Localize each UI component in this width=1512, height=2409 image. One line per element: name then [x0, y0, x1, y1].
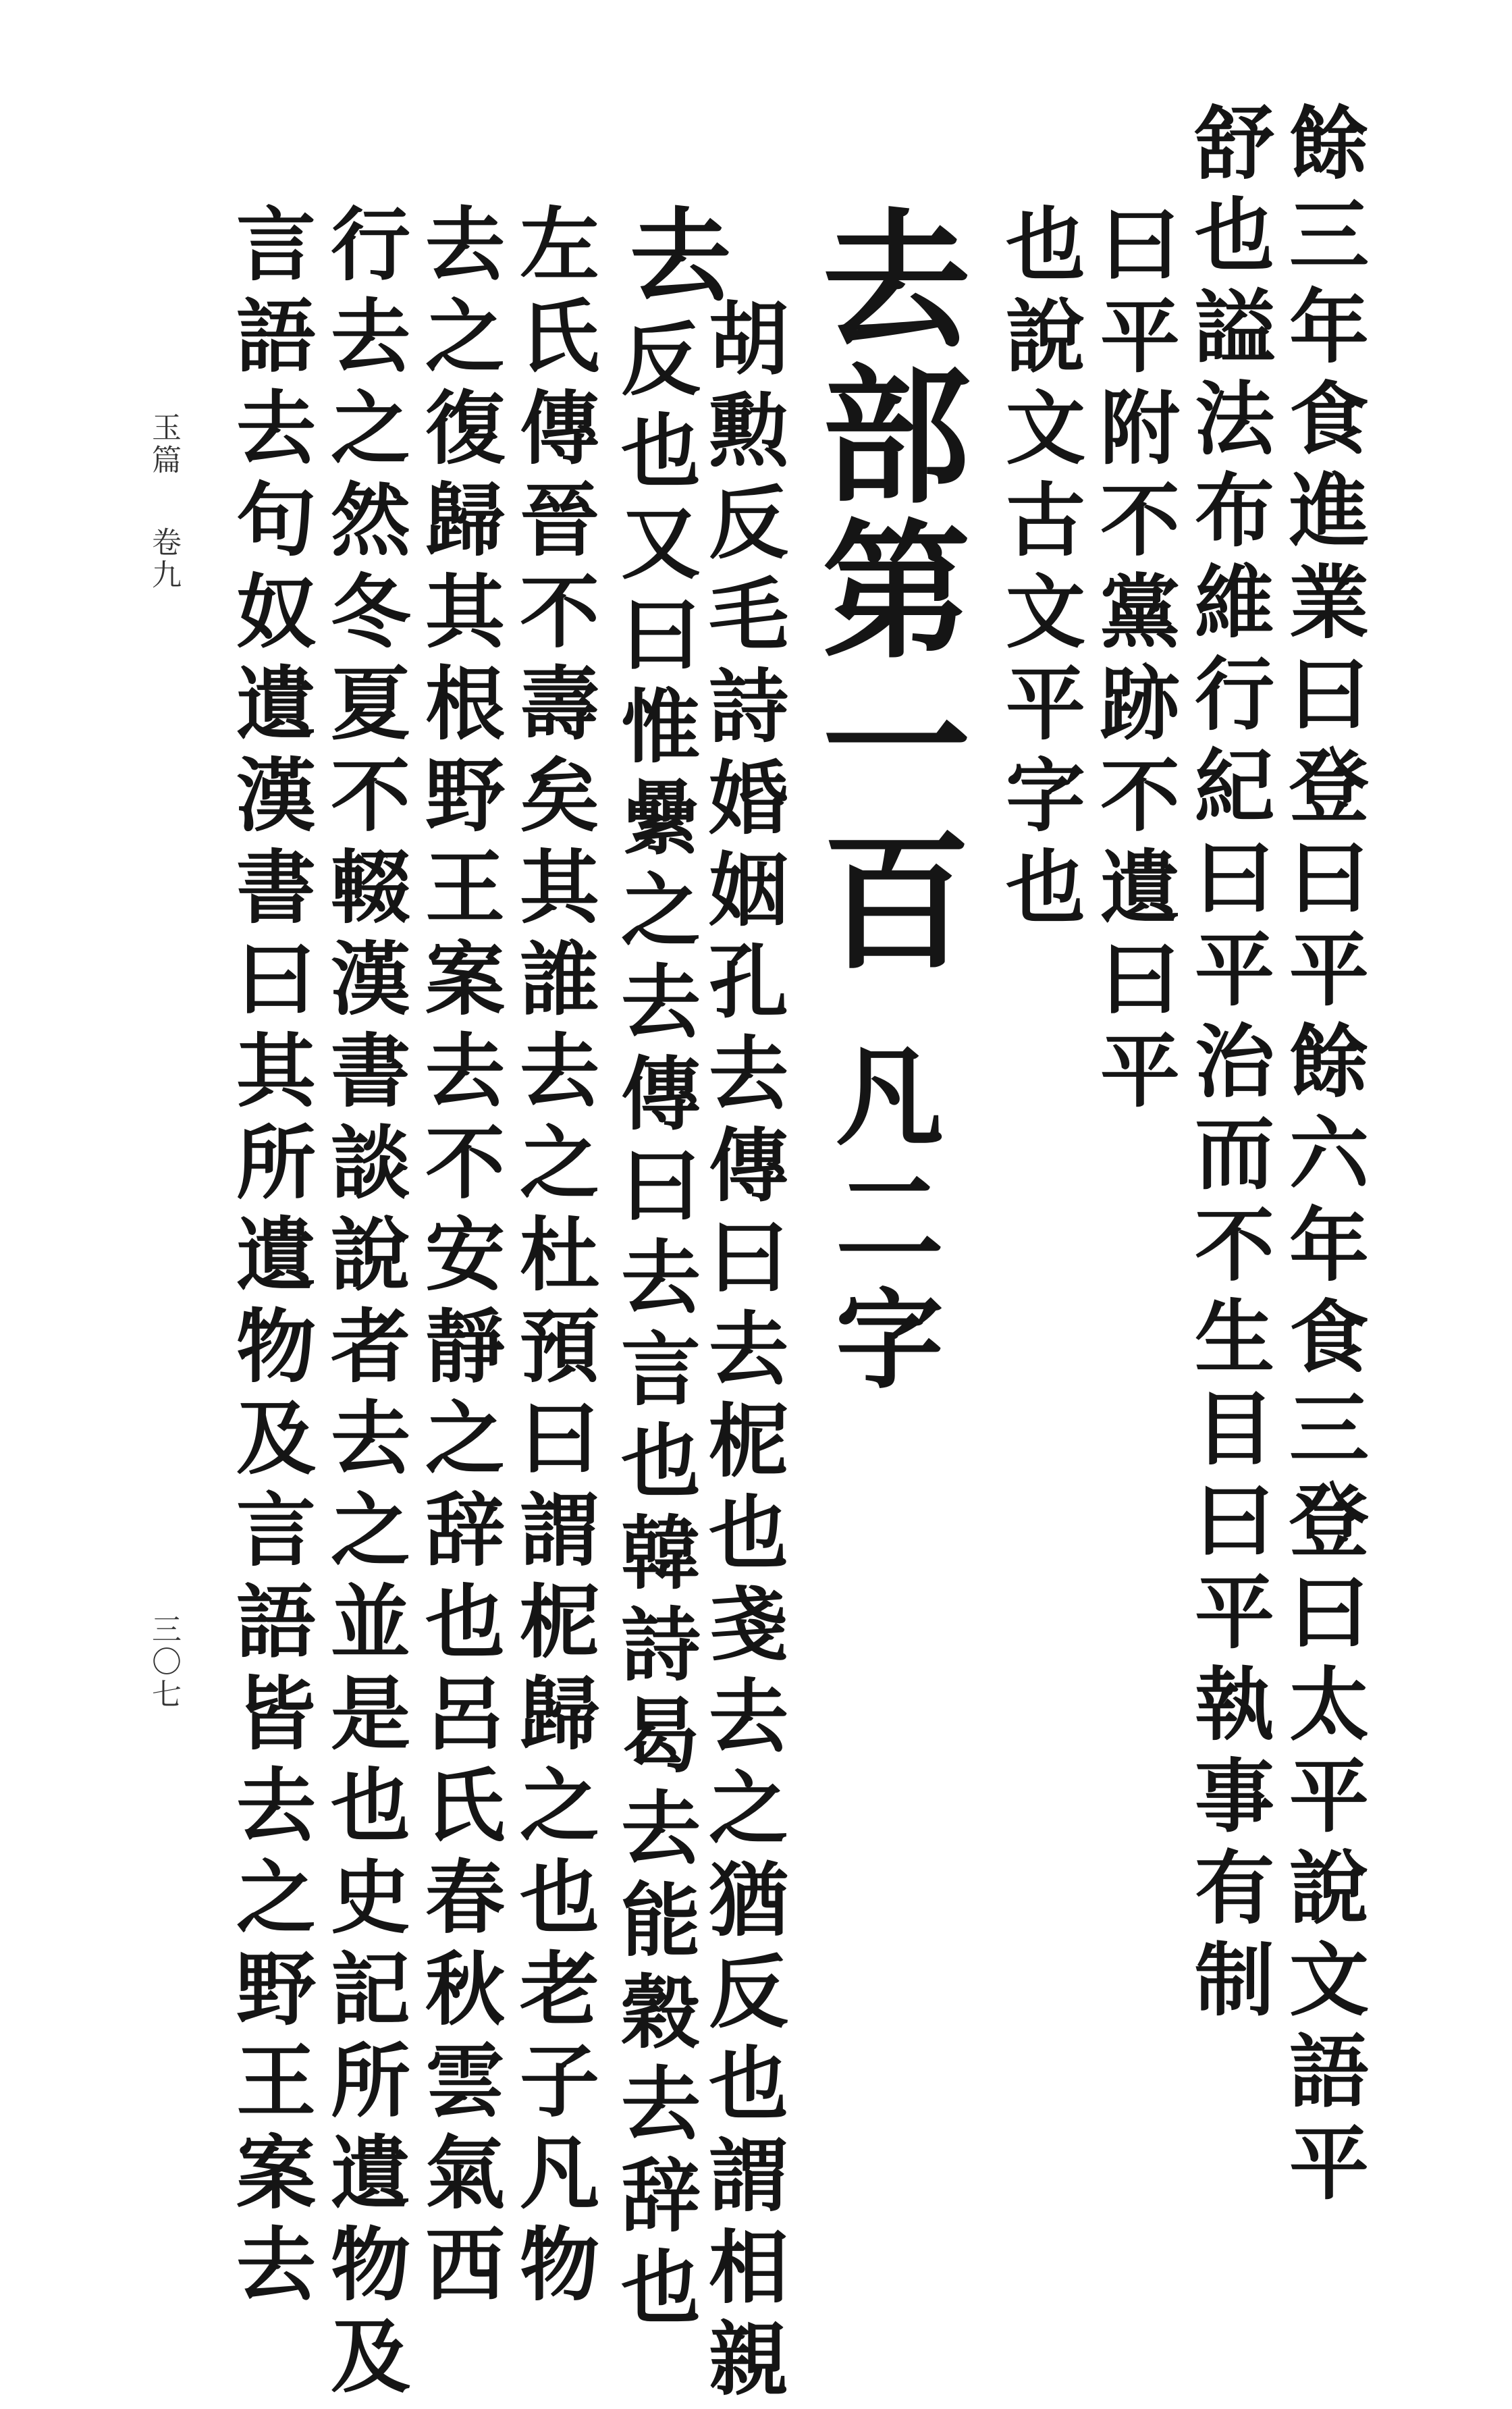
text-column-9: 行去之然冬夏不輟漢書談說者去之並是也史記所遺物及 [317, 203, 411, 2406]
running-header-volume: 卷九 [146, 527, 181, 591]
section-heading: 去部第一百 [797, 203, 972, 979]
section-char-count: 凡二字 [817, 1040, 944, 1404]
running-header-book: 玉篇 [146, 412, 181, 477]
page-number: 三〇七 [146, 1614, 181, 1711]
text-column-7: 左氏傳晉不壽矣其誰去之杜預曰謂柅歸之也老子凡物 [506, 203, 600, 2314]
text-column-4: 也說文古文平字也 [992, 203, 1086, 937]
text-column-1: 餘三年食進業曰登曰平餘六年食三登曰太平說文語平 [1276, 101, 1370, 2213]
text-column-5: 胡勲反毛詩婚姻孔去傳曰去柅也戔去之猶反也謂相親 [695, 297, 789, 2409]
text-column-6: 反也又曰惟纍之去傳曰去言也韓詩曷去能穀去辞也 [608, 317, 701, 2337]
headword: 去 [612, 203, 731, 304]
text-column-2: 舒也謚法布維行紀曰平治而不生目曰平執事有制 [1181, 101, 1275, 2030]
text-column-3: 曰平附不黨跡不遺曰平 [1087, 203, 1181, 1121]
text-column-10: 言語去句奴遺漢書曰其所遺物及言語皆去之野王案去 [223, 203, 317, 2314]
text-column-8: 去之復歸其根野王案去不安靜之辞也呂氏春秋雲氣西 [412, 203, 506, 2314]
